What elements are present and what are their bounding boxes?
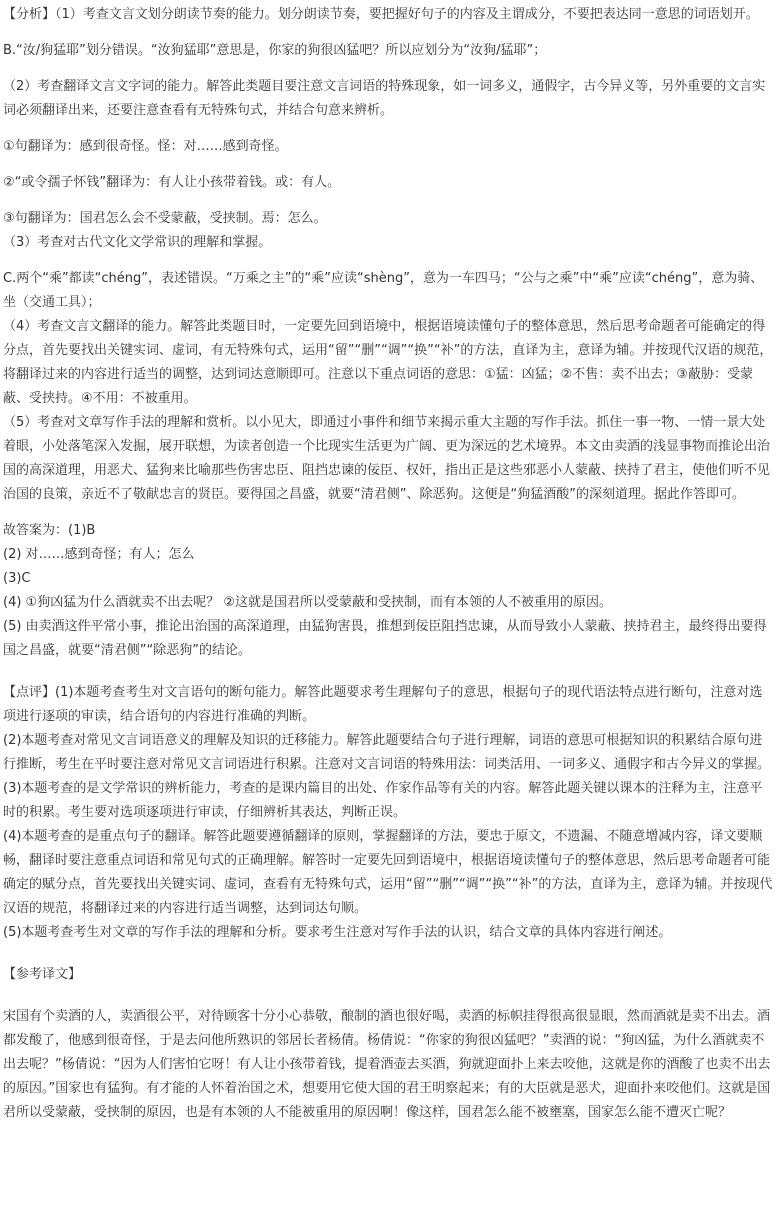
- comment-paragraph-1: 【点评】(1)本题考查考生对文言语句的断句能力。解答此题要求考生理解句子的意思，根据句子的现代语法特点进行断句，注意对选项进行逐项的审读，结合语句的内容进行准确的判断。: [3, 685, 763, 724]
- comment-paragraph-2: (2)本题考查对常见文言词语意义的理解及知识的迁移能力。解答此题要结合句子进行理解，词语的意思可根据知识的积累结合原句进行推断，考生在平时要注意对常见文言词语进行积累。注意对文言词语的特殊用法：词类活用、一词多义、通假字和古今异义的掌握。: [3, 733, 771, 772]
- analysis-paragraph-9: （4）考查文言文翻译的能力。解答此类题目时，一定要先回到语境中，根据语境读懂句子的整体意思，然后思考命题者可能确定的得分点，首先要找出关键实词、虚词，有无特殊句式，运用“留”“删”“调”“换”“补”的方法，直译为主，意译为辅。并按现代汉语的规范，将翻译过来的内容进行适当的调整，达到词达意顺即可。注意以下重点词语的意思：①猛：凶猛；②不售：卖不出去；③蔽胁：受蒙蔽、受挟持。④不用：不被重用。: [3, 319, 773, 406]
- answer-line-4: (4) ①狗凶猛为什么酒就卖不出去呢？ ②这就是国君所以受蒙蔽和受挟制，而有本领的人不被重用的原因。: [3, 595, 612, 610]
- analysis-paragraph-3: （2）考查翻译文言文字词的能力。解答此类题目要注意文言词语的特殊现象，如一词多义，通假字，古今异义等，另外重要的文言实词必须翻译出来，还要注意查看有无特殊句式，并结合句意来辨析。: [3, 79, 766, 118]
- comment-paragraph-4: (4)本题考查的是重点句子的翻译。解答此题要遵循翻译的原则，掌握翻译的方法，要忠于原文，不遗漏、不随意增减内容，译文要顺畅，翻译时要注意重点词语和常见句式的正确理解。解答时一定要先回到语境中，根据语境读懂句子的整体意思，然后思考命题者可能确定的赋分点，首先要找出关键实词、虚词，查看有无特殊句式，运用“留”“删”“调”“换”“补”的方法，直译为主，意译为辅。并按现代汉语的规范，将翻译过来的内容进行适当调整，达到词达句顺。: [3, 829, 773, 916]
- analysis-paragraph-7: （3）考查对古代文化文学常识的理解和掌握。: [3, 235, 272, 250]
- analysis-paragraph-4: ①句翻译为：感到很奇怪。怪：对……感到奇怪。: [3, 139, 288, 154]
- analysis-paragraph-6: ③句翻译为：国君怎么会不受蒙蔽，受挟制。焉：怎么。: [3, 211, 327, 226]
- analysis-paragraph-10: （5）考查对文章写作手法的理解和赏析。以小见大，即通过小事件和细节来揭示重大主题的写作手法。抓住一事一物、一情一景大处着眼，小处落笔深入发掘，展开联想，为读者创造一个比现实生活更为广阔、更为深远的艺术境界。本文由卖酒的浅显事物而推论出治国的高深道理，用恶犬、猛狗来比喻那些伤害忠臣、阻挡忠谏的佞臣、权奸，指出正是这些邪恶小人蒙蔽、挟持了君主，使他们听不见治国的良策，亲近不了敬献忠言的贤臣。要得国之昌盛，就要“清君侧”、除恶狗。这便是“狗猛酒酸”的深刻道理。据此作答即可。: [3, 415, 771, 502]
- analysis-paragraph-8: C.两个“乘”都读“chéng”，表述错误。“万乘之主”的“乘”应读“shèng”，意为一车四马；“公与之乘”中“乘”应读“chéng”，意为骑、坐（交通工具）；: [3, 271, 764, 310]
- analysis-paragraph-1: 【分析】（1）考查文言文划分朗读节奏的能力。划分朗读节奏，要把握好句子的内容及主谓成分，不要把表达同一意思的词语划开。: [3, 7, 759, 22]
- comment-paragraph-3: (3)本题考查的是文学常识的辨析能力，考查的是课内篇目的出处、作家作品等有关的内容。解答此题关键以课本的注释为主，注意平时的积累。考生要对选项逐项进行审读，仔细辨析其表达，判断正误。: [3, 781, 763, 820]
- answers-section: [3, 519, 774, 663]
- analysis-section: [3, 3, 774, 507]
- analysis-paragraph-5: ②“或令孺子怀钱”翻译为：有人让小孩带着钱。或：有人。: [3, 175, 341, 190]
- answer-line-2: (2) 对……感到奇怪；有人；怎么: [3, 547, 195, 562]
- translation-body: 宋国有个卖酒的人，卖酒很公平，对待顾客十分小心恭敬，酿制的酒也很好喝，卖酒的标帜挂得很高很显眼，然而酒就是卖不出去。酒都发酸了，他感到很奇怪，于是去问他所熟识的邻居长者杨倩。杨倩说：“你家的狗很凶猛吧？”卖酒的说：“狗凶猛，为什么酒就卖不出去呢？”杨倩说：“因为人们害怕它呀！有人让小孩带着钱，提着酒壶去买酒，狗就迎面扑上来去咬他，这就是你的酒酸了也卖不出去的原因。”国家也有猛狗。有才能的人怀着治国之术，想要用它使大国的君王明察起来；有的大臣就是恶犬，迎面扑来咬他们。这就是国君所以受蒙蔽，受挟制的原因，也是有本领的人不能被重用的原因啊！像这样，国君怎么能不被壅塞，国家怎么能不遭灭亡呢？: [3, 1009, 771, 1120]
- translation-section: [3, 963, 774, 1125]
- answer-line-1: 故答案为：(1)B: [3, 523, 96, 538]
- translation-heading: 【参考译文】: [3, 967, 82, 982]
- comment-section: [3, 681, 774, 945]
- answer-line-3: (3)C: [3, 571, 31, 586]
- comment-paragraph-5: (5)本题考查考生对文章的写作手法的理解和分析。要求考生注意对写作手法的认识，结合文章的具体内容进行阐述。: [3, 925, 672, 940]
- answer-line-5: (5) 由卖酒这件平常小事，推论出治国的高深道理，由猛狗害畏，推想到佞臣阻挡忠谏，从而导致小人蒙蔽、挟持君主，最终得出要得国之昌盛，就要“清君侧”“除恶狗”的结论。: [3, 619, 767, 658]
- analysis-paragraph-2: B.“汝/狗猛耶”划分错误。“汝狗猛耶”意思是，你家的狗很凶猛吧？所以应划分为“汝狗/猛耶”；: [3, 43, 547, 58]
